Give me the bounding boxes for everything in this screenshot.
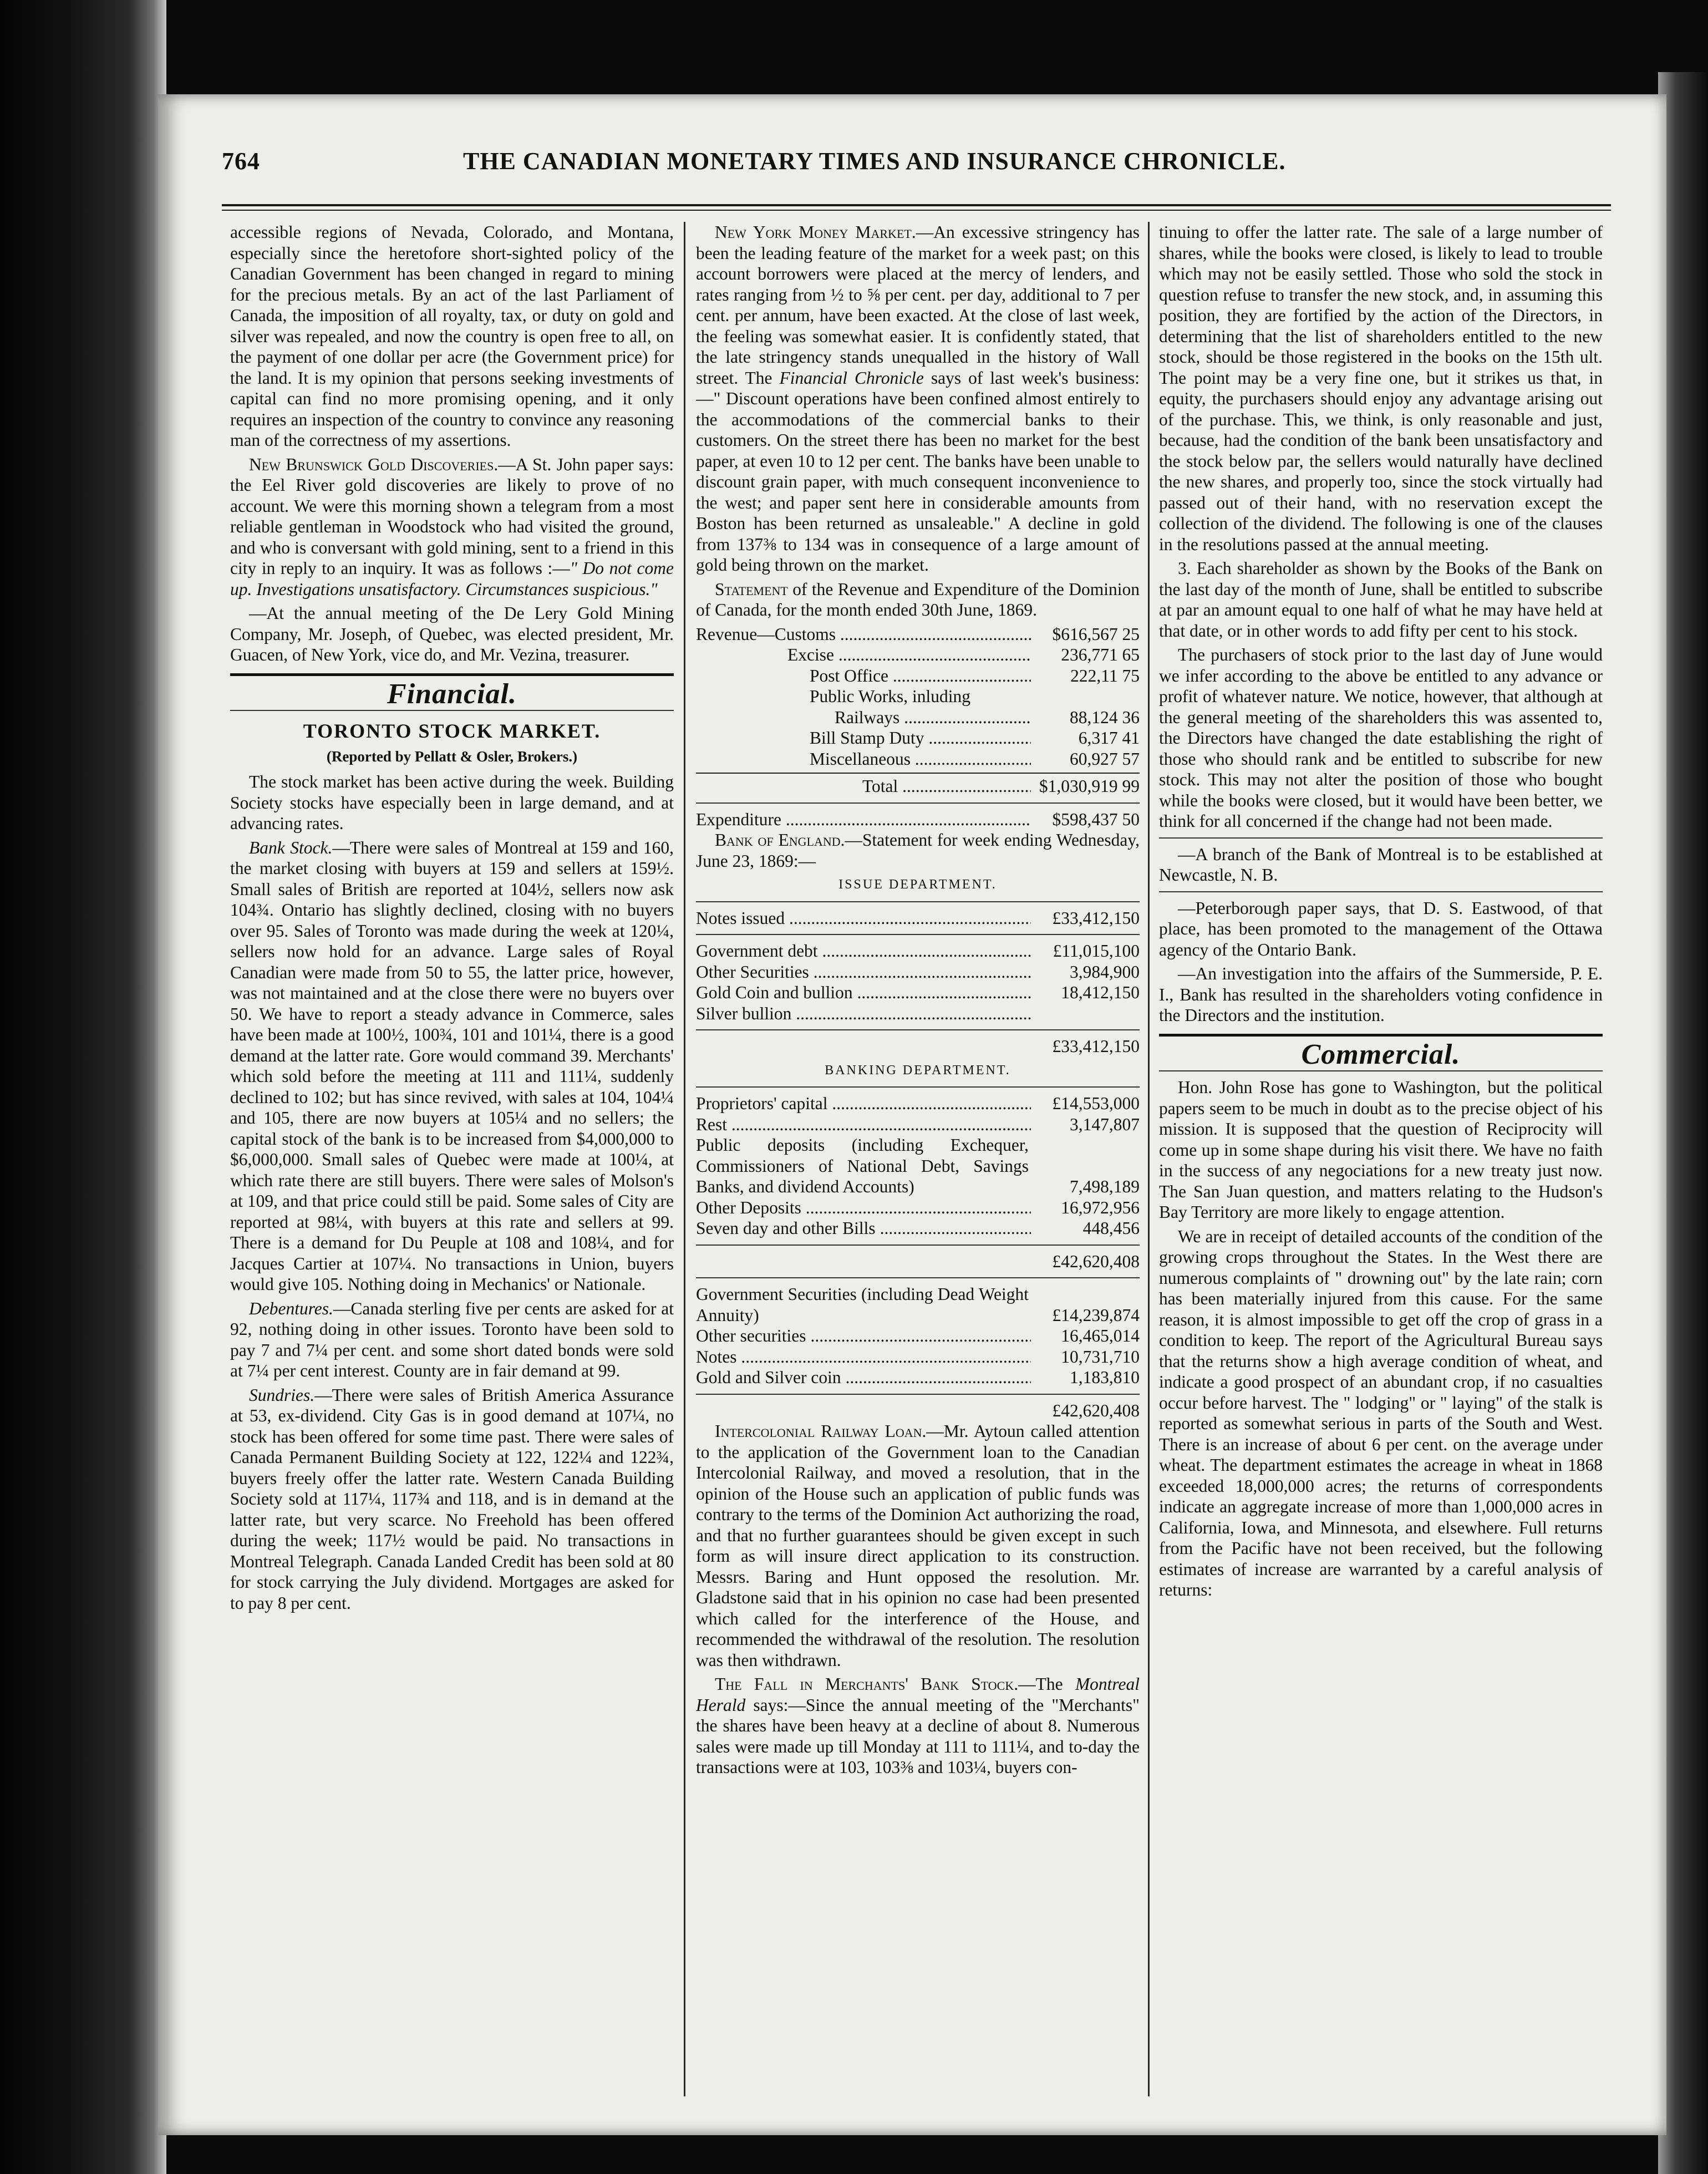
revenue-item-label: Bill Stamp Duty .....	[810, 728, 1031, 749]
merchants-fall-paragraph	[696, 1674, 1140, 1778]
banking-total-2: £42,620,408	[1052, 1400, 1140, 1420]
banking-row	[696, 1218, 1140, 1239]
irl-paragraph	[696, 1421, 1140, 1670]
total-label: Total .....	[862, 776, 1031, 797]
banking-item-amount: £14,553,000	[1052, 1094, 1140, 1113]
statement-paragraph	[696, 579, 1140, 621]
sundries-paragraph	[230, 1385, 674, 1614]
issue-row	[696, 1003, 1140, 1024]
issue-item-amount: 18,412,150	[1061, 983, 1140, 1002]
debentures-body: —Canada sterling five per cents are asked for at 92, nothing doing in other issues. Toronto have been sold to pay 7 and 7¼ per cent. and some short dated bonds were sold at 7¼ per cent interest. County are in fair demand at 99.	[230, 1298, 674, 1380]
banking-rule-mid-2	[696, 1277, 1140, 1278]
expenditure-label: Expenditure .....	[696, 809, 1031, 830]
banking-row	[696, 1197, 1140, 1218]
book-spine-left	[0, 0, 166, 2174]
banking-item-label: Seven day and other Bills .....	[696, 1218, 1031, 1239]
railways-label: Railways .....	[835, 707, 1031, 728]
sundries-body: —There were sales of British America Assurance at 53, ex-dividend. City Gas is in good demand at 107¼, no stock has been offered for some time past. There were sales of Canada Permanent Building Society at 122, 122¼ and 122¾, buyers freely offer the latter rate. Western Canada Building Society sold at 117¼, 117¾ and 118, and is in demand at the latter rate, but very scarce. No Freehold has been offered during the week; 117½ would be paid. No transactions in Montreal Telegraph. Canada Landed Credit has been sold at 80 for stock carrying the July dividend. Mortgages are asked for to pay 8 per cent.	[230, 1385, 674, 1613]
financial-heading: Financial.	[387, 678, 517, 710]
clause-3-paragraph: 3. Each shareholder as shown by the Books of the Bank on the last day of the month of June, shall be entitled to subscribe at par an amount equal to one half of what he may have held at that date, or in other words to add fifty per cent to his stock.	[1159, 558, 1603, 641]
banking-total: £42,620,408	[1052, 1251, 1140, 1271]
banking-row	[696, 1367, 1140, 1388]
montreal-herald-title: Montreal Herald	[696, 1674, 1140, 1715]
banking-item-amount: 16,972,956	[1061, 1197, 1140, 1217]
merchants-continued-paragraph: tinuing to offer the latter rate. The sale of a large number of shares, while the books were closed, is likely to lead to trouble which may not be easily settled. Those who sold the stock in question refuse to transfer the new stock, and, in assuming this position, they are fortified by the action of the Directors, in determining that the list of shareholders entitled to the new stock, should be those registered in the books on the 15th ult. The point may be a very fine one, but it strikes us that, in equity, the purchasers should enjoy any advantage arising out of the purchase. This, we think, is only reasonable and just, because, had the condition of the bank been unsatisfactory and the stock below par, the sellers would naturally have declined the new shares, and properly too, since the stock virtually had passed out of their hand, with no reservation except the collection of the dividend. The following is one of the clauses in the resolutions passed at the annual meeting.	[1159, 222, 1603, 554]
statement-heading: Statement	[715, 579, 788, 599]
boe-paragraph	[696, 830, 1140, 871]
railways-row	[696, 707, 1140, 728]
merchants-fall-body-2: says:—Since the annual meeting of the "Merchants" the shares have been heavy at a decline of about 8. Numerous sales were made up till Monday at 111 to 111¼, and to-day the transactions were at 103, 103⅜ and 103¼, buyers con-	[696, 1695, 1140, 1777]
banking-item-label: Rest .....	[696, 1114, 1031, 1135]
stock-intro-paragraph: The stock market has been active during the week. Building Society stocks have especially been in large demand, and at advancing rates.	[230, 772, 674, 833]
banking-item-label: Other securities .....	[696, 1325, 1031, 1347]
revenue-label: Revenue—Customs .....	[696, 624, 1031, 645]
issue-item-label: Government debt .....	[696, 941, 1031, 962]
column-3	[1159, 222, 1603, 2096]
notes-issued-amount: £33,412,150	[1052, 908, 1140, 928]
railways-amount: 88,124 36	[1070, 707, 1140, 727]
banking-rule-top	[696, 1086, 1140, 1088]
gov-securities-amount: £14,239,874	[1052, 1305, 1140, 1325]
gov-securities-label: Government Securities (including Dead Weight Annuity)	[696, 1284, 1029, 1325]
brief-rule	[1159, 891, 1603, 892]
public-deposits-label: Public deposits (including Exchequer, Commissioners of National Debt, Savings Banks, and dividend Accounts)	[696, 1135, 1029, 1196]
banking-item-amount: 3,147,807	[1070, 1114, 1140, 1134]
total-row	[696, 773, 1140, 797]
issue-rule-mid	[696, 934, 1140, 935]
banking-row	[696, 1093, 1140, 1114]
issue-item-amount: 3,984,900	[1070, 962, 1140, 982]
banking-item-amount: 448,456	[1082, 1218, 1140, 1238]
issue-item-label: Gold Coin and bullion .....	[696, 982, 1031, 1003]
revenue-item-label: Miscellaneous .....	[810, 749, 1031, 770]
public-deposits-row	[696, 1135, 1140, 1197]
expenditure-rule	[696, 802, 1140, 804]
banking-item-amount: 16,465,014	[1061, 1326, 1140, 1345]
page-header	[222, 147, 1608, 191]
newcastle-paragraph: —A branch of the Bank of Montreal is to be established at Newcastle, N. B.	[1159, 844, 1603, 885]
issue-item-amount: £11,015,100	[1053, 941, 1140, 961]
notes-issued-label: Notes issued .....	[696, 908, 1031, 929]
issue-item-label: Other Securities .....	[696, 962, 1031, 983]
revenue-item-amount: 60,927 57	[1070, 749, 1140, 769]
revenue-item-label: Excise .....	[787, 644, 1031, 666]
merchants-fall-heading: The Fall in Merchants' Bank Stock.	[715, 1674, 1019, 1694]
merchants-fall-body-1: —The	[1018, 1674, 1063, 1694]
toronto-stock-market-title: TORONTO STOCK MARKET.	[303, 720, 601, 742]
banking-item-label: Other Deposits .....	[696, 1197, 1031, 1218]
ny-money-paragraph	[696, 222, 1140, 576]
revenue-row	[696, 728, 1140, 749]
issue-rule-bottom	[696, 1029, 1140, 1030]
debentures-heading: Debentures.	[249, 1298, 333, 1318]
banking-item-amount: 1,183,810	[1070, 1368, 1140, 1387]
statement-body: of the Revenue and Expenditure of the Dominion of Canada, for the month ended 30th June, 1869.	[696, 579, 1140, 619]
purchasers-paragraph: The purchasers of stock prior to the last day of June would we infer according to the above be entitled to any advance or profit of whatever nature. We notice, however, that although at the general meeting of the shareholders this was assented to, the Directors have changed the date establishing the right of those who should rank and be entitled to subscribe for new stock. This may not alter the position of those who bought while the books were closed, but it would have been better, we think for all concerned if the change had not been made.	[1159, 645, 1603, 831]
newspaper-page	[158, 94, 1666, 2135]
ny-money-heading: New York Money Market.	[715, 222, 916, 242]
banking-row	[696, 1114, 1140, 1135]
sundries-heading: Sundries.	[249, 1385, 315, 1405]
column-2	[696, 222, 1140, 2096]
brief-rule	[1159, 837, 1603, 839]
irl-body: —Mr. Aytoun called attention to the application of the Government loan to the Canadian Intercolonial Railway, and moved a resolution, that in the opinion of the House such an application of public funds was contrary to the terms of the Dominion Act authorizing the road, and that no further guarantees should be given except in such form as will insure direct application to its construction. Messrs. Baring and Hunt opposed the resolution. Mr. Gladstone said that in his opinion no case had been presented which called for the interference of the House, and recommended the withdrawal of the resolution. The resolution was then withdrawn.	[696, 1421, 1140, 1670]
issue-department-heading: ISSUE DEPARTMENT.	[838, 877, 997, 892]
banking-row	[696, 1325, 1140, 1347]
ny-money-body-2: says of last week's business:—" Discount operations have been confined almost entirely to the accommodations of the commercial banks to their customers. On the street there has been no market for the best paper, at even 10 to 12 per cent. The banks have been unable to discount grain paper, with much consequent inconvenience to the west; and paper sent here in considerable amounts from Boston has been returned as unsaleable." A decline in gold from 137⅜ to 134 was in consequence of a large amount of gold being thrown on the market.	[696, 368, 1140, 575]
page-number: 764	[222, 148, 260, 175]
column-divider-1	[684, 222, 685, 2096]
section-rule	[1159, 1034, 1603, 1037]
issue-item-label: Silver bullion .....	[696, 1003, 1031, 1024]
revenue-customs-row	[696, 624, 1140, 645]
banking-row	[696, 1347, 1140, 1368]
issue-row	[696, 982, 1140, 1003]
notes-issued-row	[696, 908, 1140, 929]
running-title: THE CANADIAN MONETARY TIMES AND INSURANCE CHRONICLE.	[463, 148, 1286, 175]
financial-chronicle-title: Financial Chronicle	[779, 368, 924, 388]
john-rose-paragraph: Hon. John Rose has gone to Washington, but the political papers seem to be much in doubt as to the precise object of his mission. It is supposed that the question of Reciprocity will come up in some shape during his visit there. We have no faith in the success of any negociations for a new treaty just now. The San Juan question, and matters relating to the Hudson's Bay Territory are more likely to engage attention.	[1159, 1078, 1603, 1222]
header-rule-thin	[222, 210, 1611, 211]
bank-stock-heading: Bank Stock.	[249, 837, 333, 857]
header-rule	[222, 204, 1611, 206]
nb-gold-heading: New Brunswick Gold Discoveries.	[249, 454, 499, 474]
revenue-customs-amount: $616,567 25	[1052, 624, 1140, 644]
revenue-row	[696, 644, 1140, 666]
total-amount: $1,030,919 99	[1039, 776, 1140, 796]
issue-row	[696, 962, 1140, 983]
summerside-paragraph: —An investigation into the affairs of the Summerside, P. E. I., Bank has resulted in the shareholders voting confidence in the Directors and the institution.	[1159, 964, 1603, 1025]
banking-rule-mid	[696, 1245, 1140, 1246]
nb-gold-body: —A St. John paper says: the Eel River gold discoveries are likely to prove of no account. We were this morning shown a telegram from a most reliable gentleman in Woodstock who had visited the ground, and who is conversant with gold mining, sent to a friend in this city in reply to an inquiry. It was as follows :—	[230, 454, 674, 578]
debentures-paragraph	[230, 1298, 674, 1381]
banking-rule-bottom	[696, 1394, 1140, 1395]
ny-money-body: —An excessive stringency has been the leading feature of the market for a week past; on this account borrowers were placed at the mercy of lenders, and rates ranging from ½ to ⅝ per cent. per day, additional to 7 per cent. per annum, have been exacted. At the close of last week, the feeling was somewhat easier. It is confidently stated, that the late stringency stands unequalled in the history of Wall street. The	[696, 222, 1140, 388]
issue-row	[696, 941, 1140, 962]
column-1	[230, 222, 674, 2096]
banking-item-amount: 10,731,710	[1061, 1347, 1140, 1367]
public-works-line: Public Works, inluding	[810, 687, 971, 706]
issue-rule-top	[696, 901, 1140, 902]
revenue-item-amount: 6,317 41	[1078, 728, 1140, 748]
public-deposits-amount: 7,498,189	[1070, 1177, 1140, 1196]
revenue-item-amount: 236,771 65	[1061, 645, 1140, 664]
bank-stock-body: —There were sales of Montreal at 159 and 160, the market closing with buyers at 159 and sellers at 159½. Small sales of British are reported at 104½, sellers now ask 104¾. Ontario has slightly declined, closing with no buyers over 95. Sales of Toronto was made during the week at 120¼, sellers now hold for an advance. Large sales of Royal Canadian were made from 50 to 55, the latter price, however, was not maintained and at the close there were no buyers over 50. We have to report a steady advance in Commerce, sales have been made at 100½, 100¾, 101 and 101¼, there is a good demand at the latter rate. Gore would command 39. Merchants' which sold before the meeting at 111 and 111¼, suddenly declined to 102; but has since revived, with sales at 104, 104¼ and 105, there are now buyers at 105¼ and no sellers; the capital stock of the bank is to be increased from $4,000,000 to $6,000,000. Small sales of Quebec were made at 100¼, at which rate there are still buyers. There were sales of Molson's at 109, and that price could still be paid. Some sales of City are reported at 98¼, with buyers at this rate and sellers at 99. There is a demand for Du Peuple at 108 and 108¼, and for Jacques Cartier at 107¼. No transactions in Union, buyers would give 105. Nothing doing in Mechanics' or Nationale.	[230, 837, 674, 1294]
revenue-row	[696, 666, 1140, 687]
boe-heading: Bank of England.	[715, 830, 845, 850]
column-divider-2	[1148, 222, 1150, 2096]
commercial-rule	[1159, 1070, 1603, 1071]
delery-paragraph: —At the annual meeting of the De Lery Gold Mining Company, Mr. Joseph, of Quebec, was elected president, Mr. Guacen, of New York, vice do, and Mr. Vezina, treasurer.	[230, 603, 674, 664]
banking-item-label: Gold and Silver coin .....	[696, 1367, 1031, 1388]
crops-paragraph: We are in receipt of detailed accounts of the condition of the growing crops throughout the States. In the West there are numerous complaints of " drowning out" by the late rain; corn has been materially injured from this cause. For the same reason, it is almost impossible to get off the crop of grass in a condition to keep. The report of the Agricultural Bureau says that the returns show a high average condition of wheat, and indicate a good prospect of an abundant crop, if no casualties occur before harvest. The " lodging" or " laying" of the stalk is reported as somewhat serious in parts of the South and West. There is an increase of about 6 per cent. on the average under wheat. The department estimates the acreage in wheat in 1868 exceeded 18,000,000 acres; the returns of correspondents indicate an aggregate increase of more than 1,000,000 acres in California, Iowa, and Minnesota, and elsewhere. Full returns from the Pacific have not been received, but the following estimates of increase are warranted by a careful analysis of returns:	[1159, 1226, 1603, 1599]
banking-item-label: Notes .....	[696, 1347, 1031, 1368]
revenue-item-amount: 222,11 75	[1070, 666, 1140, 685]
revenue-item-label: Post Office .....	[810, 666, 1031, 687]
section-rule	[230, 673, 674, 676]
expenditure-amount: $598,437 50	[1052, 809, 1140, 829]
reported-by: (Reported by Pellatt & Osler, Brokers.)	[326, 748, 578, 765]
peterborough-paragraph: —Peterborough paper says, that D. S. Eastwood, of that place, has been promoted to the management of the Ottawa agency of the Ontario Bank.	[1159, 898, 1603, 959]
issue-total: £33,412,150	[1052, 1037, 1140, 1056]
gov-securities-row	[696, 1284, 1140, 1325]
revenue-row	[696, 749, 1140, 770]
mining-paragraph: accessible regions of Nevada, Colorado, and Montana, especially since the heretofore short-sighted policy of the Canadian Government has been changed in regard to mining for the precious metals. By an act of the last Parliament of Canada, the imposition of all royalty, tax, or duty on gold and silver was repealed, and now the country is open free to all, on the payment of one dollar per acre (the Government price) for the land. It is my opinion that persons seeking investments of capital can find no more promising opening, and it only requires an inspection of the country to convince any reasoning man of the correctness of my assertions.	[230, 222, 674, 450]
banking-department-heading: BANKING DEPARTMENT.	[825, 1063, 1011, 1078]
boe-body: —Statement for week ending Wednesday, June 23, 1869:—	[696, 830, 1140, 871]
financial-rule	[230, 710, 674, 711]
nb-gold-quote: " Do not come up. Investigations unsatisfactory. Circumstances suspicious."	[230, 558, 674, 599]
bank-stock-paragraph	[230, 837, 674, 1295]
expenditure-row	[696, 809, 1140, 830]
nb-gold-paragraph	[230, 454, 674, 600]
irl-heading: Intercolonial Railway Loan.	[715, 1421, 927, 1441]
commercial-heading: Commercial.	[1301, 1038, 1461, 1070]
banking-item-label: Proprietors' capital .....	[696, 1093, 1031, 1114]
